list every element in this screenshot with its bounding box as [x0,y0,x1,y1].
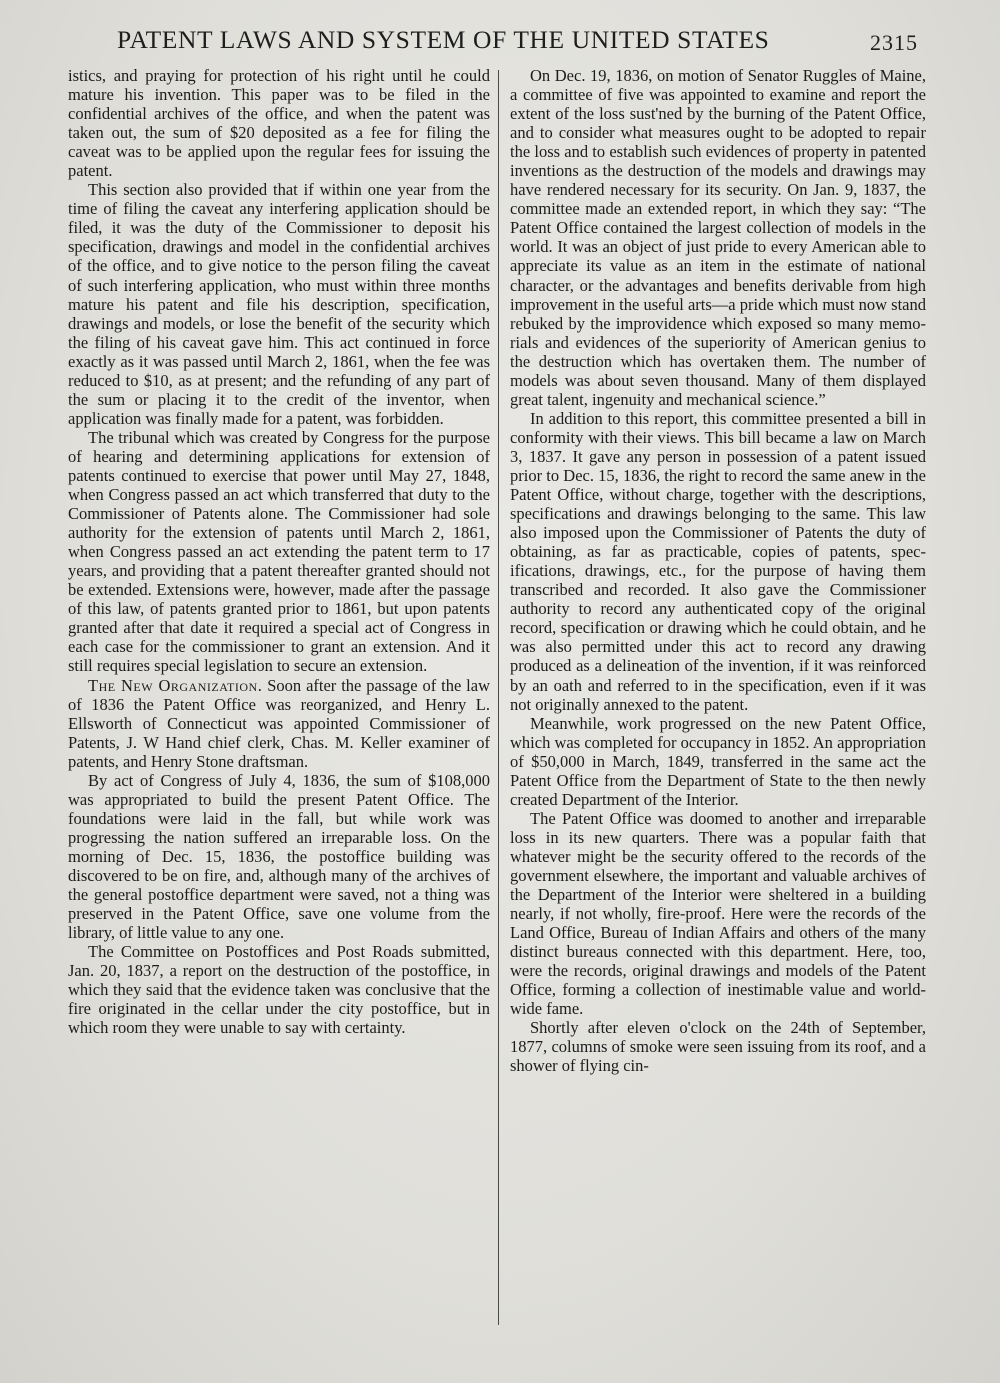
right-paragraph-5: Shortly after eleven o'clock on the 24th of September, 1877, columns of smoke were seen issuing from its roof, and a shower of flying cin- [510,1018,926,1076]
right-paragraph-1: On Dec. 19, 1836, on motion of Senator Ruggles of Maine, a committee of five was appointed to examine and report the extent of the loss sust'ned by the burning of the Patent Office, and to consider what measures ought to be adopted to repair the loss and to establish such evidences of property in patented inventions as the destruction of the models and drawings may have rendered necessary for its security. On Jan. 9, 1837, the committee made an extended report, in which they say: “The Patent Office contained the largest collection of models in the world. It was an object of just pride to every American able to appreciate its value as an item in the estimate of national character, or the advantages and benefits derivable from high improvement in the useful arts—a pride which must now stand rebuked by the improvidence which exposed so many memorials and evidences of the superiority of American genius to the destruction which has overtaken them. The number of models was about seven thousand. Many of them displayed great talent, ingenuity and mechanical science.” [510,66,926,409]
left-paragraph-2: This section also provided that if within one year from the time of filing the caveat any interfering application should be filed, it was the duty of the Commissioner to deposit his specification, drawings and model in the confidential archives of the office, and to give notice to the person filing the caveat of such interfering application, who must within three months mature his patent and file his description, specification, drawings and models, or lose the benefit of the security which the filing of his caveat gave him. This act continued in force exactly as it was passed until March 2, 1861, when the fee was reduced to $10, as at present; and the refunding of any part of the sum or placing it to the credit of the inventor, when application was finally made for a patent, was forbidden. [68,180,490,428]
left-paragraph-4 [68,676,490,771]
page-number: 2315 [870,30,918,55]
right-paragraph-2: In addition to this report, this committee presented a bill in conformity with their views. This bill became a law on March 3, 1837. It gave any person in possession of a patent issued prior to Dec. 15, 1836, the right to record the same anew in the Patent Office, without charge, together with the descriptions, specifications and drawings belonging to the same. This law also imposed upon the Commissioner of Patents the duty of obtaining, as far as practicable, copies of patents, specifications, drawings, etc., for the purpose of having them transcribed and recorded. It also gave the Commissioner authority to record any authenticated copy of the original record, specification or drawing which he could obtain, and he was also permitted under this act to record any drawing produced as a delineation of the invention, if it was reinforced by an oath and referred to in the specification, even if it was not originally annexed to the patent. [510,408,926,714]
right-column [510,66,926,1075]
left-paragraph-5: By act of Congress of July 4, 1836, the sum of $108,000 was appropriated to build the present Patent Office. The foundations were laid in the fall, but while work was progressing the nation suffered an irreparable loss. On the morning of Dec. 15, 1836, the postoffice building was discovered to be on fire, and, although many of the archives of the general postoffice department were saved, not a thing was preserved in the Patent Office, save one volume from the library, of little value to any one. [68,770,490,943]
column-divider [498,70,499,1325]
section-heading-new-organization: The New Organization. [88,675,263,695]
left-paragraph-6: The Committee on Postoffices and Post Roads submitted, Jan. 20, 1837, a report on the destruction of the postoffice, in which they said that the evidence taken was conclusive that the fire originated in the cellar under the city postoffice, but in which room they were unable to say with certainty. [68,942,490,1038]
left-paragraph-3: The tribunal which was created by Congress for the purpose of hearing and determining applications for extension of patents continued to exercise that power until May 27, 1848, when Congress passed an act which transferred that duty to the Commissioner of Patents alone. The Commissioner had sole authority for the extension of patents until March 2, 1861, when Congress passed an act extending the patent term to 17 years, and providing that a patent thereafter granted should not be extended. Extensions were, however, made after the passage of this law, of patents granted prior to 1861, but upon patents granted after that date it required a special act of Congress in each case for the commissioner to grant an extension. And it still requires special legislation to secure an extension. [68,427,490,676]
left-column [68,66,490,1037]
left-paragraph-4-text: Soon after the passage of the law of 1836 the Patent Office was reorganized, and Henry L. Ellsworth of Connecticut was appointed Commissioner of Patents, J. W Hand chief clerk, Chas. M. Keller examiner of patents, and Henry Stone draftsman. [68,675,491,771]
running-title: PATENT LAWS AND SYSTEM OF THE UNITED STATES [117,25,770,54]
right-paragraph-4: The Patent Office was doomed to another and irreparable loss in its new quarters. There was a popular faith that whatever might be the security offered to the records of the government elsewhere, the important and valuable archives of the Department of the Interior were sheltered in a building nearly, if not wholly, fire-proof. Here were the records of the Land Office, Bureau of Indian Affairs and others of the many distinct bureaus connected with this department. Here, too, were the records, original drawings and models of the Patent Office, forming a collection of inestimable value and world-wide fame. [510,808,926,1019]
right-paragraph-3: Meanwhile, work progressed on the new Patent Office, which was completed for occupancy in 1852. An appropriation of $50,000 in March, 1849, transferred in the same act the Patent Office from the Department of State to the then newly created Department of the Interior. [510,713,926,809]
left-paragraph-1: istics, and praying for protection of his right until he could mature his invention. This paper was to be filed in the confidential archives of the office, and when the patent was taken out, the sum of $20 deposited as a fee for filing the caveat was to be applied upon the regular fees for issuing the patent. [68,66,490,181]
